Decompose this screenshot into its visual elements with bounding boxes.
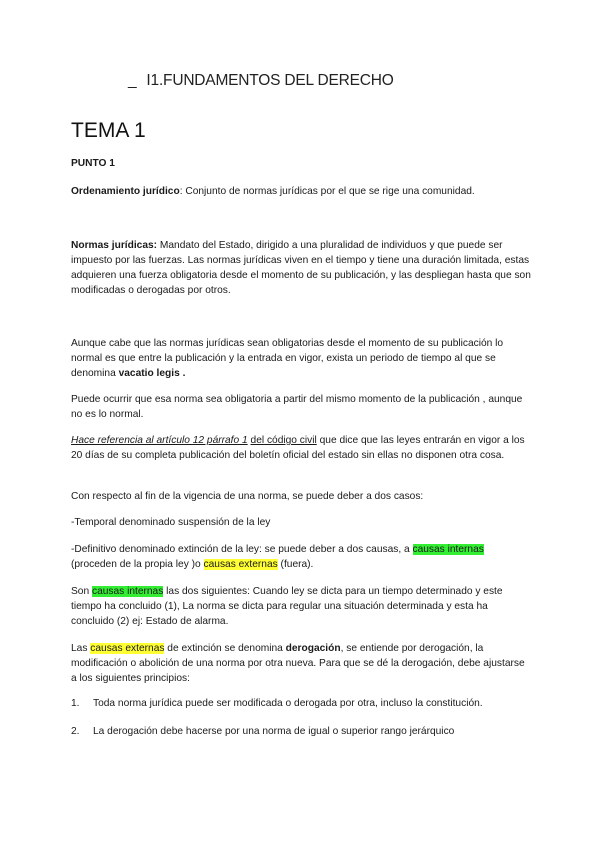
las-causas-externas-highlight: causas externas [90, 643, 165, 654]
ordenamiento-text: : Conjunto de normas jurídicas por el que se rige una comunidad. [179, 186, 475, 197]
document-header [128, 72, 394, 90]
header-dash: _ [128, 72, 137, 89]
vacatio-text: Aunque cabe que las normas jurídicas sean obligatorias desde el momento de su publicación lo normal es que entre la publicación y la entrada en vigor, exista un periodo de tiempo al que se denomina [71, 338, 504, 379]
list-item-number: 2. [71, 726, 80, 737]
son-text-b: las dos siguientes: Cuando ley se dicta para un tiempo determinado y este tiempo ha concluido (1), La norma se dicta para regular una situación determinada y esta ha concluido (2) ej: Estado de alarma. [71, 586, 503, 627]
list-item [71, 696, 541, 711]
las-text-c: , se entiende por derogación, la modificación o abolición de una norma por otra nueva. Para que se dé la derogación, debe ajustarse a los siguientes principios: [71, 643, 525, 684]
definitivo-paragraph [71, 542, 531, 572]
referencia-text: que dice que las leyes entrarán en vigor a los 20 días de su completa publicación del boletín oficial del estado sin ellas no disponen otra cosa. [71, 435, 525, 461]
header-title: I1.FUNDAMENTOS DEL DERECHO [146, 72, 394, 89]
causas-externas-highlight: causas externas [203, 559, 278, 570]
las-paragraph [71, 641, 531, 686]
tema-title: TEMA 1 [71, 119, 146, 142]
definitivo-text-b: (proceden de la propia ley )o [71, 559, 204, 570]
normas-text: Mandato del Estado, dirigido a una pluralidad de individuos y que puede ser impuesto por las fuerzas. Las normas jurídicas viven en el tiempo y tiene una duración limitada, estas adquieren una fuerza obligatoria desde el momento de su publicación, y las despliegan hasta que son modificadas o derogadas por otros. [71, 240, 531, 296]
punto-heading: PUNTO 1 [71, 158, 115, 169]
son-text-a: Son [71, 586, 92, 597]
son-paragraph [71, 584, 531, 629]
respecto-paragraph: Con respecto al fin de la vigencia de una norma, se puede deber a dos casos: [71, 491, 424, 502]
definitivo-text-c: (fuera). [277, 559, 314, 570]
las-text-a: Las [71, 643, 91, 654]
list-item-text: Toda norma jurídica puede ser modificada o derogada por otra, incluso la constitución. [93, 698, 483, 709]
list-item [71, 724, 541, 739]
son-causas-internas-highlight: causas internas [91, 586, 164, 597]
causas-internas-highlight: causas internas [412, 544, 484, 555]
puede-ocurrir-paragraph: Puede ocurrir que esa norma sea obligatoria a partir del mismo momento de la publicación , aunque no es lo normal. [71, 394, 523, 420]
codigo-civil-reference: del código civil [250, 435, 317, 446]
temporal-paragraph: -Temporal denominado suspensión de la ley [71, 517, 271, 528]
vacatio-term: vacatio legis . [118, 368, 186, 379]
referencia-paragraph [71, 433, 531, 463]
list-item-number: 1. [71, 698, 80, 709]
las-text-b: de extinción se denomina [164, 643, 286, 654]
derogacion-term: derogación [285, 643, 341, 654]
definitivo-text-a: -Definitivo denominado extinción de la ley: se puede deber a dos causas, a [71, 544, 413, 555]
articulo-reference: Hace referencia al artículo 12 párrafo 1 [71, 435, 248, 446]
ordenamiento-term: Ordenamiento jurídico [71, 186, 180, 197]
ordenamiento-paragraph [71, 184, 531, 199]
list-item-text: La derogación debe hacerse por una norma de igual o superior rango jerárquico [93, 726, 455, 737]
normas-term: Normas jurídicas: [71, 240, 158, 251]
vacatio-paragraph [71, 336, 531, 381]
normas-paragraph [71, 238, 531, 298]
